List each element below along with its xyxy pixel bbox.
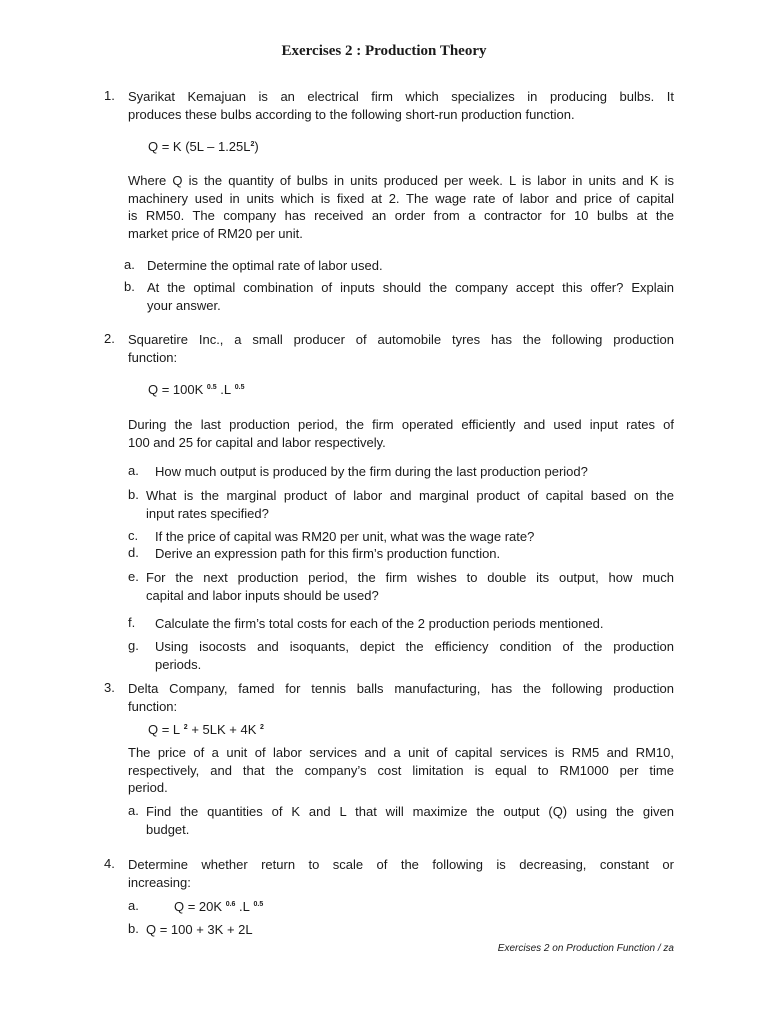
question-4a-equation: Q = 20K $^{0.6}$ .L $^{0.5}$ — [174, 899, 264, 914]
question-2b-label: b. — [128, 487, 139, 502]
question-2e-text: For the next production period, the firm wishes to double its output, how much capital and labor inputs should be used? — [146, 570, 674, 603]
question-2d-label: d. — [128, 545, 139, 560]
question-3a-label: a. — [128, 803, 139, 818]
question-3-number: 3. — [104, 680, 115, 695]
question-2g-label: g. — [128, 638, 139, 653]
question-3-equation: Q = L $^2$ + 5LK + 4K $^2$ — [148, 722, 264, 737]
question-2-paragraph: During the last production period, the firm operated efficiently and used input rates of 100 and 25 for capital and labor respectively. — [128, 417, 674, 450]
question-2g-text: Using isocosts and isoquants, depict the efficiency condition of the production periods. — [155, 639, 674, 672]
question-4-intro: Determine whether return to scale of the following is decreasing, constant or increasing: — [128, 857, 674, 890]
question-1-number: 1. — [104, 88, 115, 103]
question-1b-label: b. — [124, 279, 135, 294]
question-2c-text: If the price of capital was RM20 per unit, what was the wage rate? — [155, 529, 535, 544]
question-1a-text: Determine the optimal rate of labor used. — [147, 258, 383, 273]
question-3-paragraph: The price of a unit of labor services and a unit of capital services is RM5 and RM10, respectively, and that the company’s cost limitation is equal to RM1000 per time period. — [128, 745, 674, 795]
question-2f-text: Calculate the firm’s total costs for each of the 2 production periods mentioned. — [155, 616, 604, 631]
question-1b-text: At the optimal combination of inputs should the company accept this offer? Explain your answer. — [147, 280, 674, 313]
question-2-number: 2. — [104, 331, 115, 346]
page-footer: Exercises 2 on Production Function / za — [497, 943, 674, 954]
question-3a-text: Find the quantities of K and L that will maximize the output (Q) using the given budget. — [146, 804, 674, 837]
question-2-equation: Q = 100K $^{0.5}$ .L $^{0.5}$ — [148, 382, 245, 397]
question-1a-label: a. — [124, 257, 135, 272]
question-2c-label: c. — [128, 528, 139, 543]
question-1-intro: Syarikat Kemajuan is an electrical firm which specializes in producing bulbs. It produces these bulbs according to the following short-run production function. — [128, 89, 674, 122]
question-2e-label: e. — [128, 569, 139, 584]
question-2-intro: Squaretire Inc., a small producer of automobile tyres has the following production function: — [128, 332, 674, 365]
question-4a-label: a. — [128, 898, 139, 913]
question-3-intro: Delta Company, famed for tennis balls manufacturing, has the following production function: — [128, 681, 674, 714]
question-1-equation: Q = K $(5L - 1.25L^2)$ — [148, 139, 259, 154]
question-2f-label: f. — [128, 615, 136, 630]
question-4b-equation: Q = 100 + 3K + 2L — [146, 922, 253, 937]
question-1-paragraph: Where Q is the quantity of bulbs in units produced per week. L is labor in units and K is machinery used in units which is fixed at 2. The wage rate of labor and price of capital is RM50. The company has received an order from a contractor for 10 bulbs at the market price of RM20 per unit. — [128, 173, 674, 241]
question-4b-label: b. — [128, 921, 139, 936]
question-2a-label: a. — [128, 463, 139, 478]
question-2d-text: Derive an expression path for this firm’s production function. — [155, 546, 501, 561]
page-title: Exercises 2 : Production Theory — [281, 43, 487, 59]
question-2a-text: How much output is produced by the firm during the last production period? — [155, 464, 588, 479]
question-2b-text: What is the marginal product of labor and marginal product of capital based on the input rates specified? — [146, 488, 674, 521]
question-4-number: 4. — [104, 856, 115, 871]
